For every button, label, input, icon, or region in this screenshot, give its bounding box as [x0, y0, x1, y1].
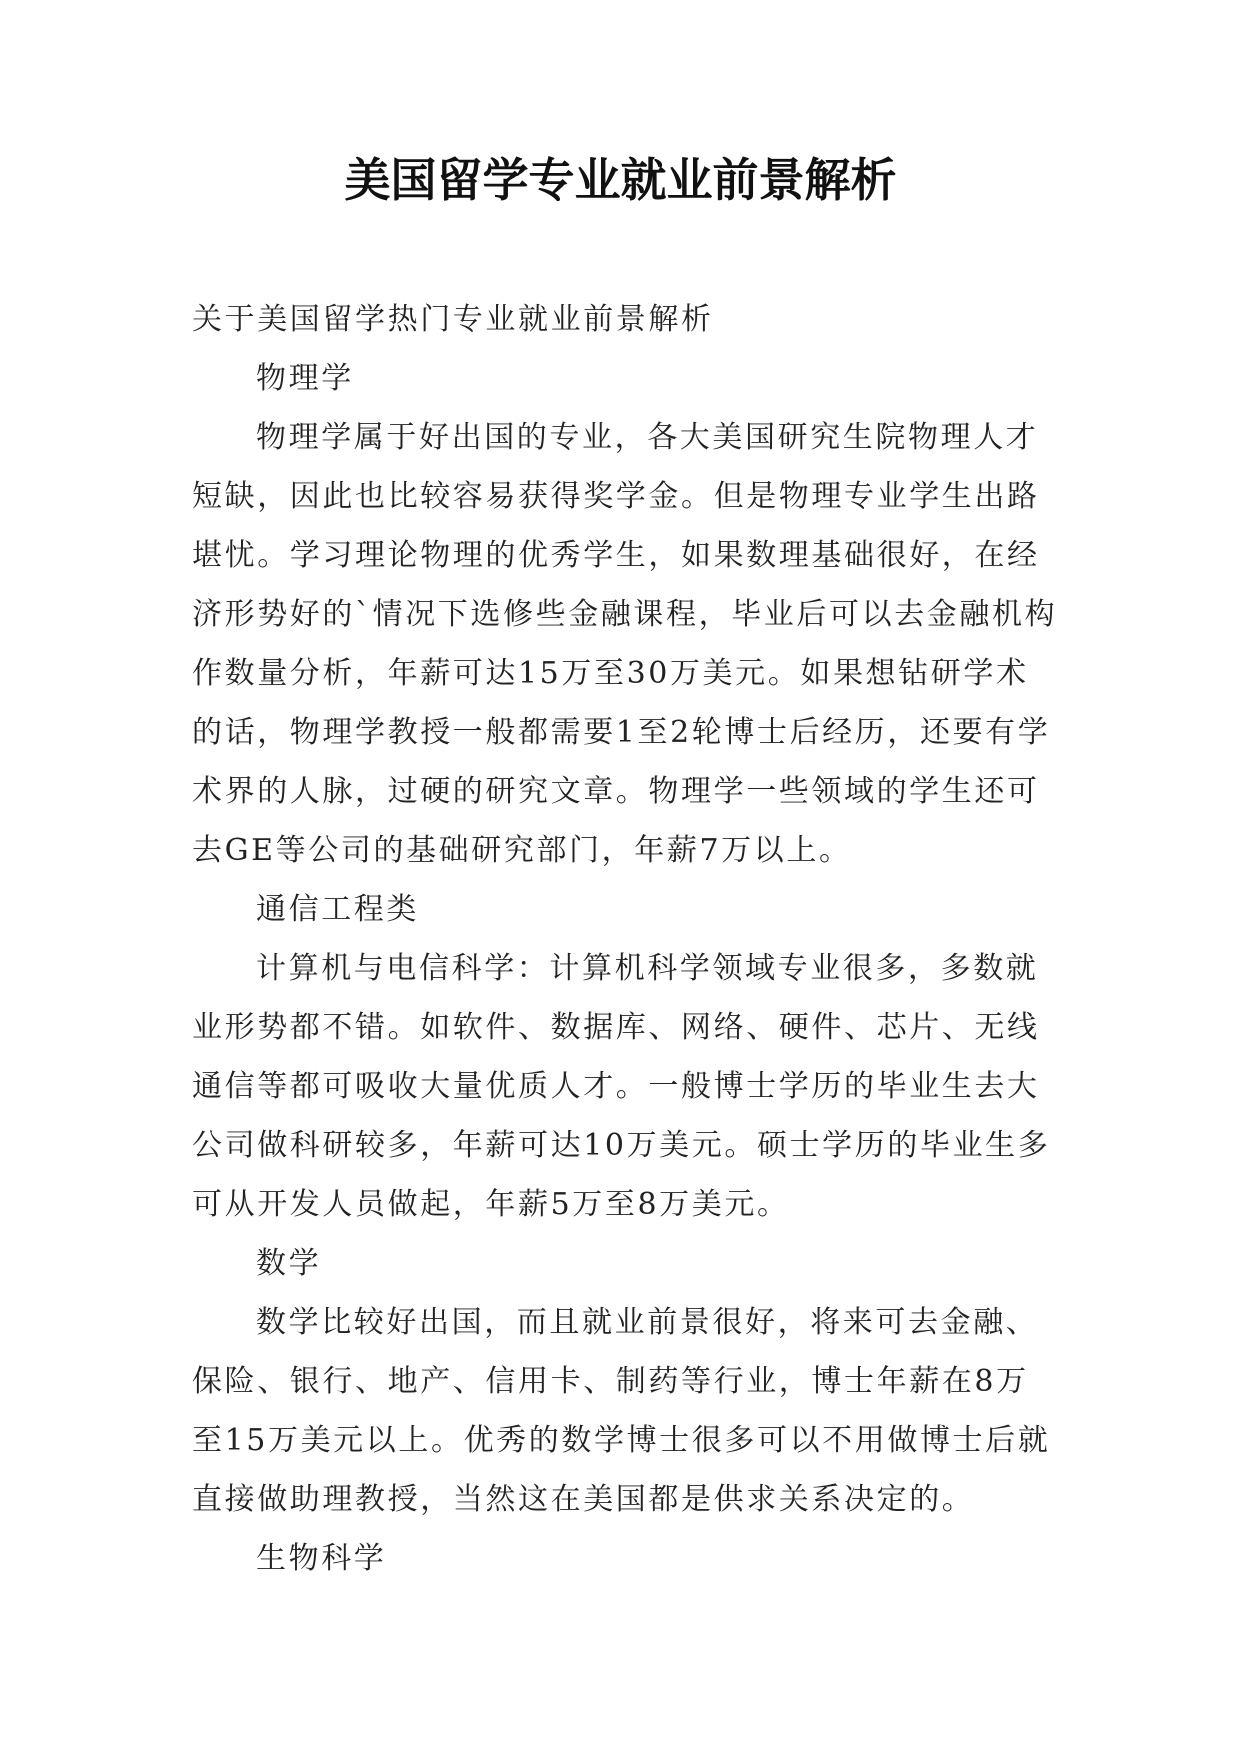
- document-body: [192, 290, 1058, 1588]
- section-paragraph-telecom: 计算机与电信科学：计算机科学领域专业很多，多数就业形势都不错。如软件、数据库、网络、硬件、芯片、无线通信等都可吸收大量优质人才。一般博士学历的毕业生去大公司做科研较多，年薪可达10万美元。硕士学历的毕业生多可从开发人员做起，年薪5万至8万美元。: [192, 951, 1051, 1222]
- page-title: 美国留学专业就业前景解析: [344, 153, 897, 207]
- section-paragraph-math: 数学比较好出国，而且就业前景很好，将来可去金融、保险、银行、地产、信用卡、制药等行业，博士年薪在8万至15万美元以上。优秀的数学博士很多可以不用做博士后就直接做助理教授，当然这在美国都是供求关系决定的。: [192, 1305, 1051, 1517]
- section-heading-physics: 物理学: [256, 361, 354, 396]
- section-heading-math: 数学: [256, 1246, 322, 1281]
- document-intro: 关于美国留学热门专业就业前景解析: [192, 302, 714, 337]
- section-heading-telecom: 通信工程类: [256, 892, 419, 927]
- section-heading-biology: 生物科学: [256, 1541, 387, 1576]
- section-paragraph-physics: 物理学属于好出国的专业，各大美国研究生院物理人才短缺，因此也比较容易获得奖学金。但是物理专业学生出路堪忧。学习理论物理的优秀学生，如果数理基础很好，在经济形势好的`情况下选修些金融课程，毕业后可以去金融机构作数量分析，年薪可达15万至30万美元。如果想钻研学术的话，物理学教授一般都需要1至2轮博士后经历，还要有学术界的人脉，过硬的研究文章。物理学一些领域的学生还可去GE等公司的基础研究部门，年薪7万以上。: [192, 420, 1058, 868]
